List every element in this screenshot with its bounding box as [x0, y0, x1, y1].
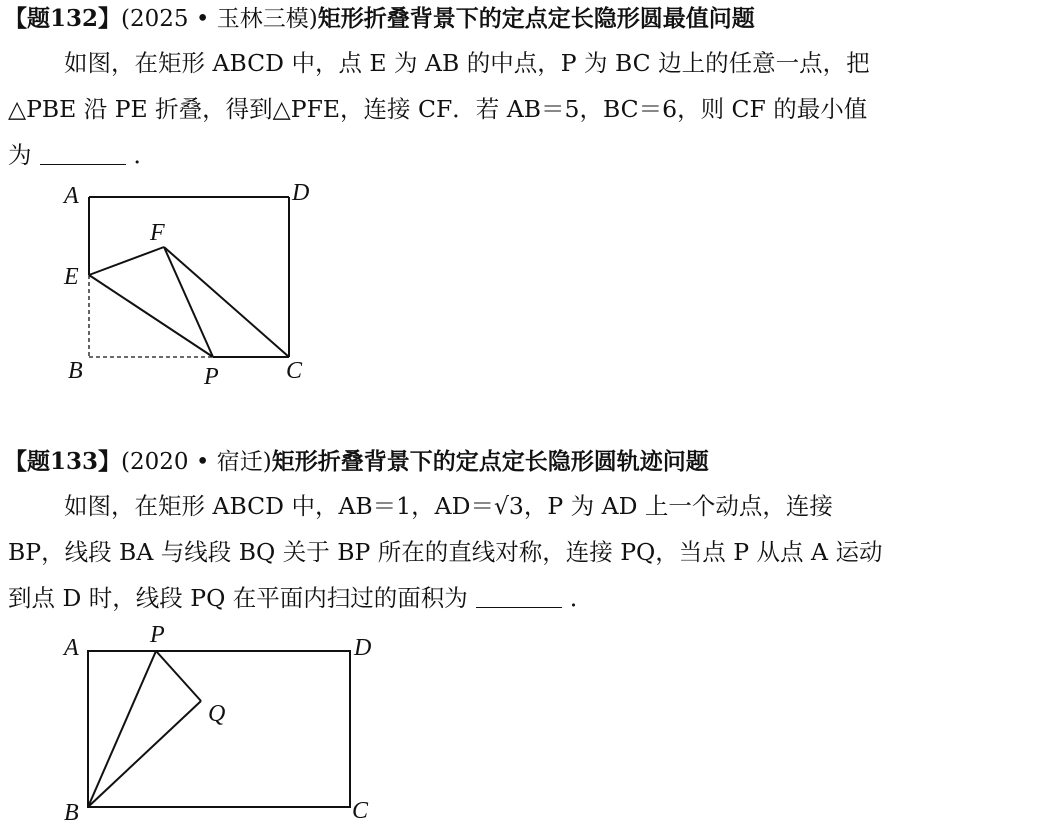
label-F: F	[150, 220, 165, 246]
problem-132-text	[8, 40, 1038, 178]
problem-132-line-1: 如图，在矩形 ABCD 中，点 E 为 AB 的中点，P 为 BC 边上的任意一点，把	[64, 49, 870, 77]
problem-132-line-3: 为 ．	[8, 141, 157, 169]
label-E: E	[64, 264, 79, 290]
problem-133-line-1: 如图，在矩形 ABCD 中，AB＝1，AD＝√3，P 为 AD 上一个动点，连接	[64, 492, 833, 520]
label-C: C	[352, 798, 369, 824]
problem-132-line-2: △PBE 沿 PE 折叠，得到△PFE，连接 CF．若 AB＝5，BC＝6，则 CF 的最小值	[8, 95, 868, 123]
label-D: D	[354, 635, 372, 661]
rectangle-ABCD	[88, 651, 350, 807]
label-P: P	[150, 622, 165, 648]
label-C: C	[286, 358, 303, 384]
label-B: B	[68, 358, 83, 384]
label-P: P	[204, 364, 219, 390]
label-B: B	[64, 800, 79, 826]
figure-133	[0, 622, 400, 827]
edge-EF	[89, 247, 164, 275]
problem-133-number: 【题133】	[4, 448, 122, 475]
segment-BP	[88, 651, 156, 807]
label-D: D	[292, 180, 310, 206]
problem-133-source: (2020 • 宿迁)	[121, 449, 272, 475]
segment-PQ	[156, 651, 201, 701]
label-A: A	[64, 635, 79, 661]
label-Q: Q	[208, 701, 226, 727]
answer-blank-132[interactable]	[40, 140, 126, 165]
problem-132-title	[4, 4, 755, 34]
segment-BQ	[88, 701, 201, 807]
problem-132-topic: 矩形折叠背景下的定点定长隐形圆最值问题	[317, 5, 755, 32]
problem-133-line-2: BP，线段 BA 与线段 BQ 关于 BP 所在的直线对称，连接 PQ，当点 P 从点 A 运动	[8, 538, 883, 566]
problem-132-number: 【题132】	[4, 5, 122, 32]
problem-133-topic: 矩形折叠背景下的定点定长隐形圆轨迹问题	[271, 448, 709, 475]
problem-132-source: (2025 • 玉林三模)	[121, 6, 318, 32]
label-A: A	[64, 183, 79, 209]
edge-FC	[164, 247, 289, 357]
problem-133-text	[8, 483, 1038, 621]
figure-132	[0, 180, 340, 395]
answer-blank-133[interactable]	[476, 583, 562, 608]
problem-133-line-3: 到点 D 时，线段 PQ 在平面内扫过的面积为 ．	[8, 584, 594, 612]
problem-133-title	[4, 447, 709, 477]
